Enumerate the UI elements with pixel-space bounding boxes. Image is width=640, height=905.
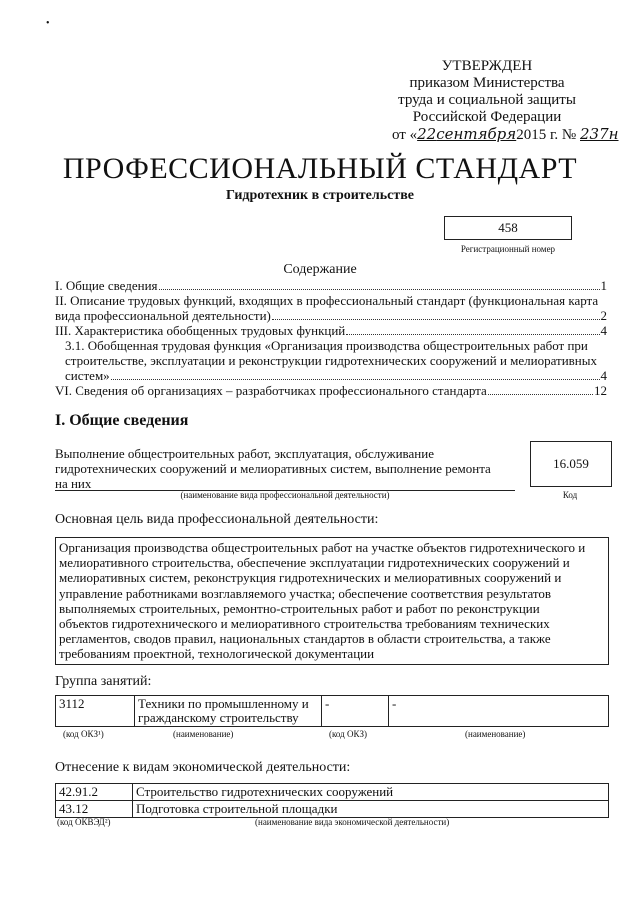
toc-item-line: 3.1. Обобщенная трудовая функция «Организация производства общестроительных работ при: [65, 338, 588, 353]
registration-label: Регистрационный номер: [460, 244, 556, 254]
okz-name-2: -: [389, 696, 609, 727]
activity-name: Выполнение общестроительных работ, эксплуатация, обслуживание гидротехнических сооружений и мелиоративных систем, выполнение ремонта на них: [55, 446, 491, 491]
section-heading: I. Общие сведения: [55, 412, 189, 429]
okz-code-2: -: [322, 696, 389, 727]
approval-line3: труда и социальной защиты: [398, 92, 576, 108]
toc-item[interactable]: VI. Сведения об организациях – разработчиках профессионального стандарта 12: [55, 383, 607, 398]
approval-date: от «22сентября2015 г. № 237н: [392, 125, 619, 143]
goal-heading: Основная цель вида профессиональной деятельности:: [55, 512, 379, 527]
document-subtitle: Гидротехник в строительстве: [225, 188, 415, 203]
document-title: ПРОФЕССИОНАЛЬНЫЙ СТАНДАРТ: [62, 152, 578, 185]
toc-item-line: строительстве, эксплуатации и реконструкции гидротехнических сооружений и мелиоративных: [65, 353, 597, 368]
okz-code: 3112: [56, 696, 135, 727]
table-row: [56, 801, 609, 818]
table-row: [56, 784, 609, 801]
okved-code: 42.91.2: [56, 784, 133, 801]
econ-heading: Отнесение к видам экономической деятельности:: [55, 760, 351, 775]
table-row: [56, 696, 609, 727]
okved-name: Подготовка строительной площадки: [133, 801, 609, 818]
code-label: Код: [562, 490, 578, 500]
okved-name: Строительство гидротехнических сооружений: [133, 784, 609, 801]
group-heading: Группа занятий:: [55, 674, 152, 689]
order-number: 237н: [580, 125, 619, 143]
toc-item[interactable]: вида профессиональной деятельности) 2: [55, 308, 607, 323]
econ-table: [55, 783, 609, 818]
approval-block: [392, 58, 619, 144]
toc-item[interactable]: III. Характеристика обобщенных трудовых функций 4: [55, 323, 607, 338]
goal-box: Организация производства общестроительных работ на участке объектов гидротехнического и мелиоративного строительства, обеспечение эксплуатации гидротехнических сооружений и мелиоративных систем, реконструкция гидротехнических и мелиоративных сооружений и управление работниками возглавляемого участка; обеспечение соответствия результатов выполняемых строительных, ремонтно-строительных работ и работ по реконструкции объектов гидротехнического и мелиоративного строительства требованиям технических регламентов, сводов правил, национальных стандартов в области строительства, а также требованиям проектной, технологической документации: [55, 537, 609, 665]
registration-number: 458: [444, 216, 572, 240]
approval-line1: УТВЕРЖДЕН: [441, 58, 533, 74]
scan-mark: •: [46, 18, 50, 29]
toc-item[interactable]: I. Общие сведения 1: [55, 278, 607, 293]
toc-item[interactable]: систем» 4: [65, 368, 607, 383]
date-day: 22: [417, 125, 437, 143]
date-month: сентября: [436, 125, 517, 143]
activity-label: (наименование вида профессиональной деятельности): [180, 490, 390, 500]
toc-item-line: II. Описание трудовых функций, входящих в профессиональный стандарт (функциональная карта: [55, 293, 599, 308]
okved-code: 43.12: [56, 801, 133, 818]
okz-name: Техники по промышленному и гражданскому строительству: [135, 696, 322, 727]
table-of-contents: [55, 278, 607, 398]
toc-heading: Содержание: [283, 262, 357, 277]
occupation-table: [55, 695, 609, 727]
approval-line4: Российской Федерации: [412, 109, 562, 125]
activity-code: 16.059: [530, 441, 612, 487]
approval-line2: приказом Министерства: [409, 75, 565, 91]
